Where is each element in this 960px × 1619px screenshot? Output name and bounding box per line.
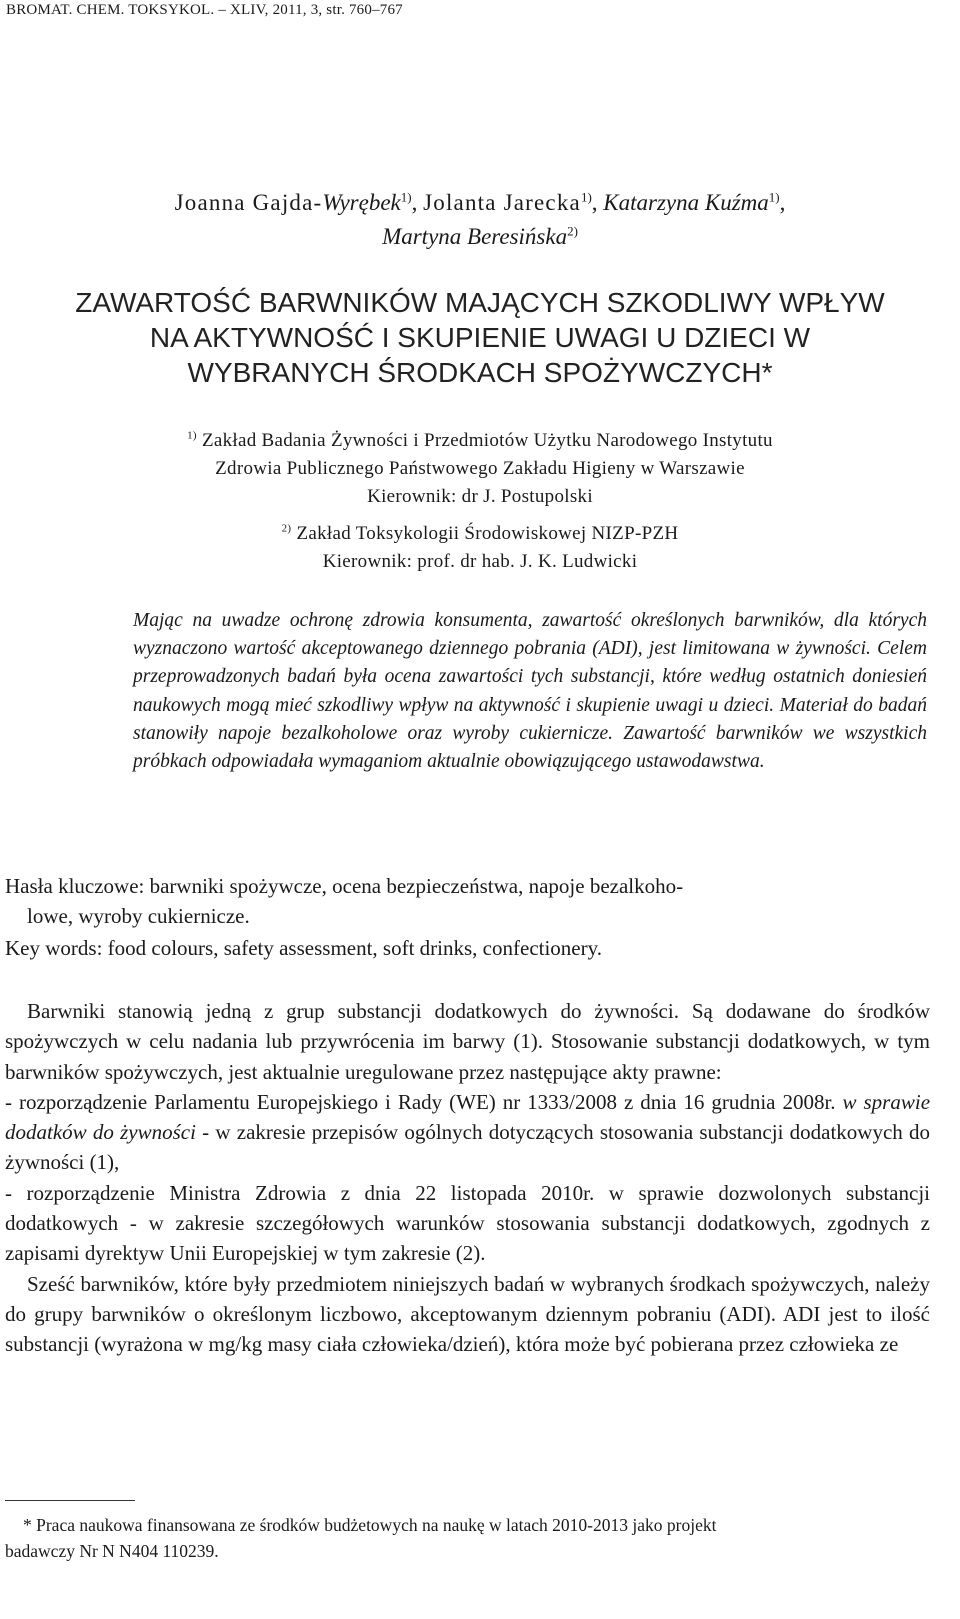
title-line-1: ZAWARTOŚĆ BARWNIKÓW MAJĄCYCH SZKODLIWY WPŁYW [75,287,885,318]
footnote-line-2: badawczy Nr N N404 110239. [5,1541,219,1561]
author-3: Katarzyna Kuźma [603,190,769,215]
keywords-pl-line-1: Hasła kluczowe: barwniki spożywcze, ocena bezpieczeństwa, napoje bezalkoho- [5,874,684,898]
title-line-3: WYBRANYCH ŚRODKACH SPOŻYWCZYCH* [187,357,773,388]
affiliation-1-marker: 1) [187,429,197,442]
footnote-line-1: * Praca naukowa finansowana ze środków budżetowych na naukę w latach 2010-2013 jako projekt [23,1515,717,1535]
paragraph-2 [5,1087,930,1178]
paragraph-3: - rozporządzenie Ministra Zdrowia z dnia 22 listopada 2010r. w sprawie dozwolonych substancji dodatkowych - w zakresie szczegółowych warunków stosowania substancji dodatkowych, zgodnych z zapisami dyrektyw Unii Europejskiej w tym zakresie (2). [5,1180,930,1266]
authors-line-2 [0,220,960,254]
affiliation-1-text-1: Zakład Badania Żywności i Przedmiotów Użytku Narodowego Instytutu [201,430,773,451]
author-4-affil: 2) [567,223,578,239]
keywords-pl [5,871,930,931]
paragraph-2-a: - rozporządzenie Parlamentu Europejskiego i Rady (WE) nr 1333/2008 z dnia 16 grudnia 2008r. [5,1089,843,1114]
keywords-pl-line-2: lowe, wyroby cukiernicze. [27,904,250,928]
abstract-part-1: Mając na uwadze ochronę zdrowia konsumenta, zawartość określonych barwników, dla których wyznaczono wartość akceptowanego dziennego pobrania (ADI), jest limitowana w żywności. [133,610,927,660]
paragraph-4: Sześć barwników, które były przedmiotem niniejszych badań w wybranych środkach spożywczych, należy do grupy barwników o określonym liczbowo, akceptowanym dziennym pobraniu (ADI). ADI jest to ilość substancji (wyrażona w mg/kg masy ciała człowieka/dzień), która może być pobierana przez człowieka ze [5,1271,930,1357]
keywords-en: Key words: food colours, safety assessment, soft drinks, confectionery. [5,936,603,960]
author-2: Jolanta Jarecka [423,190,581,215]
title-line-2: NA AKTYWNOŚĆ I SKUPIENIE UWAGI U DZIECI W [149,322,811,353]
affiliation-1 [0,427,960,511]
affiliation-2-line-2: Kierownik: prof. dr hab. J. K. Ludwicki [322,551,638,572]
author-1-first: Joanna Gajda- [174,190,323,215]
paragraph-2-italic: w sprawie dodatków do żywności [5,1089,931,1145]
paragraph-2-c: - w zakresie przepisów ogólnych dotyczących stosowania substancji dodatkowych do żywności (1), [5,1120,931,1175]
author-3-affil: 1) [768,189,780,205]
affiliation-1-line-3: Kierownik: dr J. Postupolski [367,486,593,507]
authors-line-1: Joanna Gajda-Wyrębek$^{1)}$, Jolanta Jarecka$^{1)}$, Katarzyna Kuźma$^{1)}$, [174,189,786,215]
author-1-affil: 1) [400,189,412,205]
affiliation-1-line-1 [0,427,960,455]
abstract [133,607,927,776]
affiliation-2-marker: 2) [281,522,292,535]
footnote [5,1512,930,1564]
paragraph-1: Barwniki stanowią jedną z grup substancji dodatkowych do żywności. Są dodawane do środków spożywczych w celu nadania lub przywrócenia im barwy (1). Stosowanie substancji dodatkowych, w tym barwników spożywczych, jest aktualnie uregulowane przez następujące akty prawne: [5,999,930,1084]
abstract-part-3: Materiał do badań stanowiły napoje bezalkoholowe oraz wyroby cukiernicze. [133,694,927,744]
affiliation-1-line-2: Zdrowia Publicznego Państwowego Zakładu Higieny w Warszawie [215,458,745,479]
affiliation-2 [0,520,960,576]
author-1-last: Wyrębek [322,190,401,215]
author-2-affil: 1) [580,189,592,205]
article-title [0,285,960,390]
body-text [5,996,930,1360]
abstract-part-2: Celem przeprowadzonych badań była ocena zawartości tych substancji, które według ostatnich doniesień naukowych mogą mieć szkodliwy wpływ na aktywność i skupienie uwagi u dzieci. [133,638,927,716]
affiliation-2-text-1: Zakład Toksykologii Środowiskowej NIZP-PZH [296,523,679,544]
author-4: Martyna Beresińska [382,224,568,249]
affiliation-2-line-1 [0,520,960,548]
footnote-divider [5,1500,135,1501]
journal-header: BROMAT. CHEM. TOKSYKOL. – XLIV, 2011, 3, str. 760–767 [6,2,403,18]
abstract-part-4: Zawartość barwników we wszystkich próbkach odpowiadała wymaganiom aktualnie obowiązującego ustawodawstwa. [133,722,927,773]
